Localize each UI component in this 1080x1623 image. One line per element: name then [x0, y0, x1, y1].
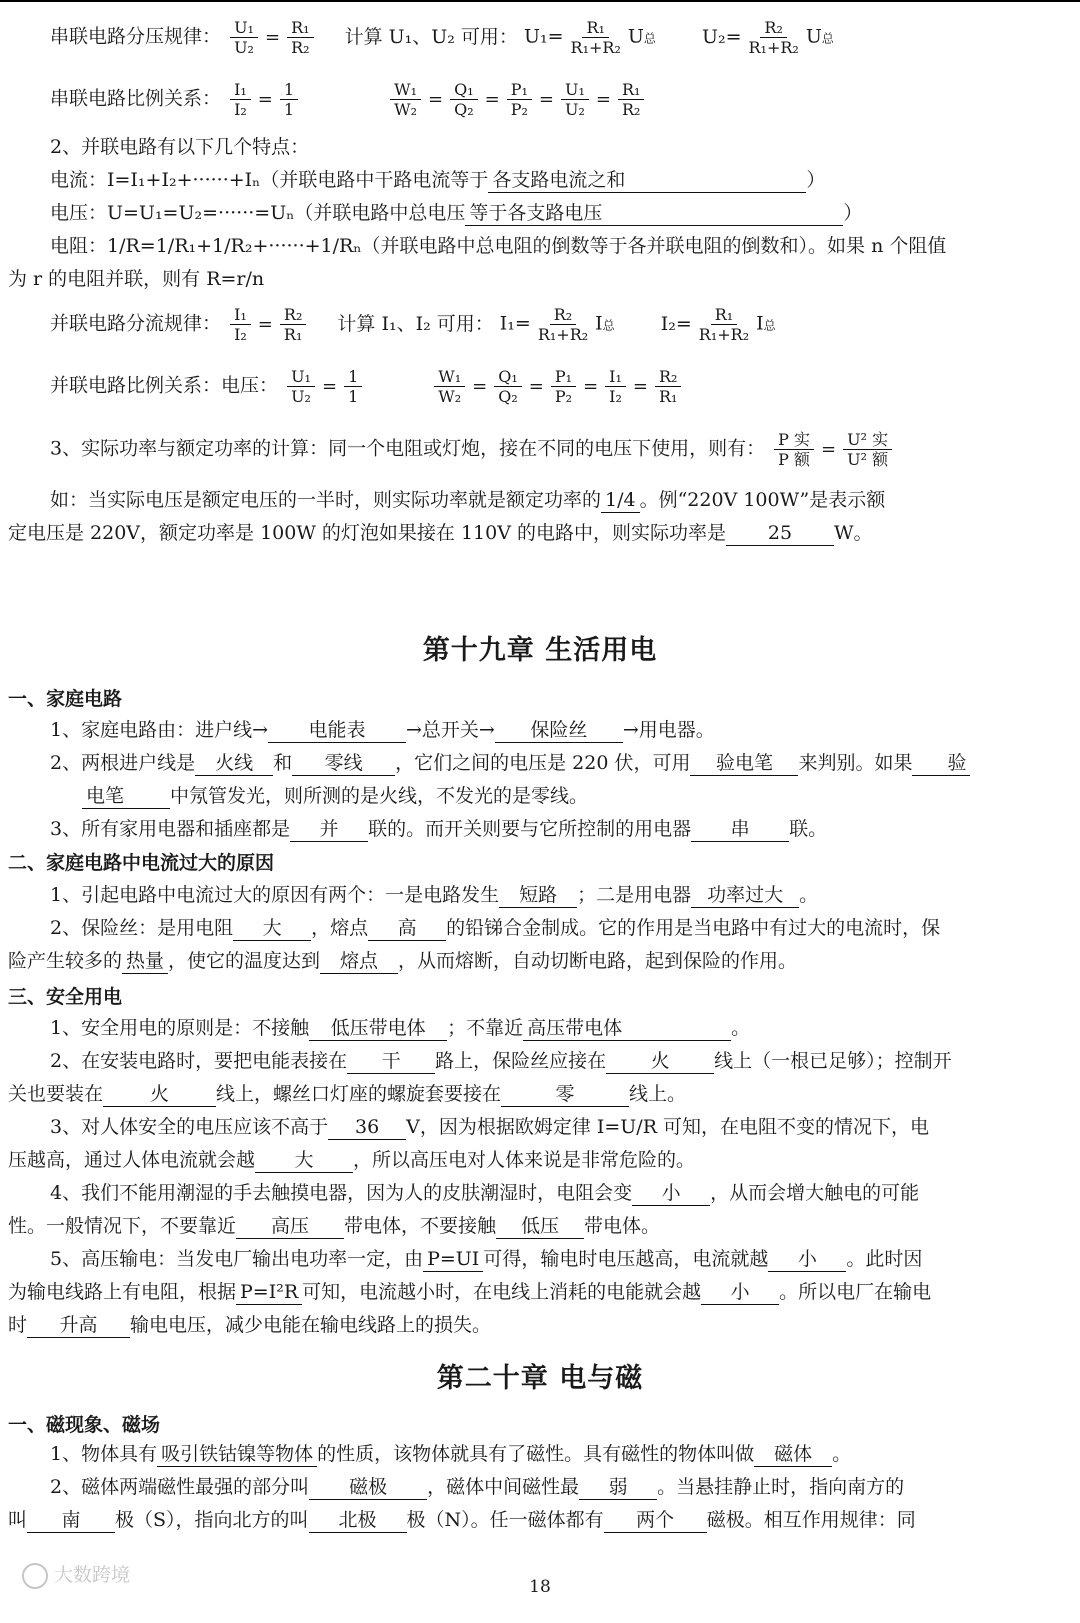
- paragraph-cont: 性。一般情况下，不要靠近 高压 带电体，不要接触 低压 带电体。: [8, 1215, 661, 1237]
- series-divider-line: 串联电路分压规律： $\frac{\text{U₁}}{\text{U₂}}$ = $\frac{\text{R₁}}{\text{R₂}}$ 计算 U₁、U₂ 可用： U₁= $\frac{\text{R₁}}{\text{R₁+R₂}}$ U总 U₂= $\frac{\text{R₂}}{\text{R₁+R₂}}$ U总: [50, 18, 834, 57]
- formula: U₂=: [701, 25, 742, 48]
- paragraph-cont: 为输电线路上有电阻，根据 P=I²R 可知，电流越小时，在电线上消耗的电能就会越 小 。所以电厂在输电: [8, 1281, 932, 1303]
- answer-blank: 等于各支路电压: [465, 201, 843, 226]
- chapter-title: 第二十章 电与磁: [436, 1363, 644, 1394]
- parallel-ratio-line: 并联电路比例关系：电压： $\frac{\text{U₁}}{\text{U₂}}$ = $\frac{1}{1}$ $\frac{\text{W₁}}{\text{W₂}}$ = $\frac{\text{Q₁}}{\text{Q₂}}$ = $\frac{\text{P₁}}{\text{P₂}}$ = $\frac{\text{I₁}}{\text{I₂}}$ = $\frac{\text{R₂}}{\text{R₁}}$: [50, 367, 1060, 406]
- parallel-heading: 2、并联电路有以下几个特点：: [50, 136, 310, 158]
- paragraph: 4、我们不能用潮湿的手去触摸电器，因为人的皮肤潮湿时，电阻会变 小 ，从而会增大触电的可能: [50, 1182, 920, 1204]
- paragraph: 3、所有家用电器和插座都是 并 联的。而开关则要与它所控制的用电器 串 联。: [50, 818, 828, 840]
- top-rule: [0, 0, 1080, 2]
- chapter-title: 第十九章 生活用电: [422, 635, 658, 666]
- parallel-resistance-line: 电阻：1/R=1/R₁+1/R₂+······+1/Rₙ（并联电路中总电阻的倒数等于各并联电阻的倒数和）。如果 n 个阻值: [50, 235, 947, 257]
- fraction: $\frac{\text{R₁}}{\text{R₂}}$: [287, 18, 313, 57]
- fraction: $\frac{\text{R₂}}{\text{R₁+R₂}}$: [748, 18, 799, 57]
- series-ratio-line: 串联电路比例关系： $\frac{\text{I₁}}{\text{I₂}}$ = $\frac{1}{1}$ $\frac{\text{W₁}}{\text{W₂}}$ = $\frac{\text{Q₁}}{\text{Q₂}}$ = $\frac{\text{P₁}}{\text{P₂}}$ = $\frac{\text{U₁}}{\text{U₂}}$ = $\frac{\text{R₁}}{\text{R₂}}$: [50, 80, 1060, 119]
- page-number: 18: [529, 1577, 551, 1597]
- parallel-resistance-line-cont: 为 r 的电阻并联，则有 R=r/n: [8, 268, 265, 290]
- paragraph: 3、对人体安全的电压应该不高于 36 V，因为根据欧姆定律 I=U/R 可知，在电阻不变的情况下，电: [50, 1116, 930, 1138]
- section-heading: 二、家庭电路中电流过大的原因: [8, 852, 275, 874]
- fraction: $\frac{\text{U₁}}{\text{U₂}}$: [230, 18, 258, 57]
- formula: U₁=: [523, 25, 564, 48]
- paragraph: 2、在安装电路时，要把电能表接在 干 路上，保险丝应接在 火 线上（一根已足够）；控制开: [50, 1050, 952, 1072]
- example-line-cont: 定电压是 220V，额定功率是 100W 的灯泡如果接在 110V 的电路中，则实际功率是 25 W。: [8, 522, 873, 544]
- paragraph: 1、引起电路中电流过大的原因有两个：一是电路发生 短路 ；二是用电器 功率过大 。: [50, 884, 819, 906]
- fraction: $\frac{\text{R₁}}{\text{R₁+R₂}}$: [570, 18, 621, 57]
- answer-blank: 25: [726, 521, 834, 546]
- paragraph: 1、安全用电的原则是：不接触 低压带电体 ；不靠近 高压带电体 。: [50, 1017, 751, 1039]
- section-heading: 一、家庭电路: [8, 688, 123, 710]
- label: 串联电路分压规律：: [50, 25, 222, 48]
- watermark-logo: 大数跨境: [22, 1560, 130, 1589]
- paragraph-cont: 时 升高 输电电压，减少电能在输电线路上的损失。: [8, 1314, 492, 1336]
- paragraph-cont: 险产生较多的 热量 ，使它的温度达到 熔点 ，从而熔断，自动切断电路，起到保险的作用。: [8, 950, 798, 972]
- paragraph: 1、家庭电路由：进户线→ 电能表 →总开关→ 保险丝 →用电器。: [50, 719, 715, 741]
- paragraph-cont: 电笔 中氖管发光，则所测的是火线，不发光的是零线。: [82, 779, 1060, 813]
- paragraph: 2、两根进户线是 火线 和 零线 ，它们之间的电压是 220 伏，可用 验电笔 来判别。如果 验: [50, 746, 1060, 780]
- paragraph: 1、物体具有 吸引铁钴镍等物体 的性质，该物体就具有了磁性。具有磁性的物体叫做 磁体 。: [50, 1443, 852, 1465]
- paragraph: 5、高压输电：当发电厂输出电功率一定，由 P=UI 可得，输电时电压越高，电流就越 小 。此时因: [50, 1248, 923, 1270]
- section-heading: 三、安全用电: [8, 986, 123, 1008]
- actual-power-line: 3、实际功率与额定功率的计算：同一个电阻或灯炮，接在不同的电压下使用，则有： $\frac{\text{P 实}}{\text{P 额}}$ = $\frac{\text{U² 实}}{\text{U² 额}}$: [50, 430, 1060, 469]
- label: 计算 U₁、U₂ 可用：: [344, 25, 518, 48]
- example-line: 如：当实际电压是额定电压的一半时，则实际功率就是额定功率的 1/4 。例“220V 100W”是表示额: [50, 489, 886, 511]
- paragraph: 2、磁体两端磁性最强的部分叫 磁极 ，磁体中间磁性最 弱 。当悬挂静止时，指向南方的: [50, 1476, 905, 1498]
- parallel-divider-line: 并联电路分流规律： $\frac{\text{I₁}}{\text{I₂}}$ = $\frac{\text{R₂}}{\text{R₁}}$ 计算 I₁、I₂ 可用： I₁= $\frac{\text{R₂}}{\text{R₁+R₂}}$ I总 I₂= $\frac{\text{R₁}}{\text{R₁+R₂}}$ I总: [50, 305, 776, 344]
- paragraph-cont: 关也要装在 火 线上，螺丝口灯座的螺旋套要接在 零 线上。: [8, 1083, 687, 1105]
- paragraph-cont: 压越高，通过人体电流就会越 大 ，所以高压电对人体来说是非常危险的。: [8, 1149, 696, 1171]
- paragraph: 2、保险丝：是用电阻 大 ，熔点 高 的铅锑合金制成。它的作用是当电路中有过大的电流时，保: [50, 917, 941, 939]
- parallel-voltage-line: 电压：U=U₁=U₂=······=Uₙ（并联电路中总电压 等于各支路电压 ）: [50, 202, 863, 224]
- label: 串联电路比例关系：: [50, 87, 222, 110]
- answer-blank: 各支路电流之和: [488, 168, 806, 193]
- answer-blank: 1/4: [601, 488, 640, 513]
- parallel-current-line: 电流：I=I₁+I₂+······+Iₙ（并联电路中干路电流等于 各支路电流之和 ）: [50, 169, 826, 191]
- paragraph-cont: 叫 南 极（S），指向北方的叫 北极 极（N）。任一磁体都有 两个 磁极。相互作用规律：同: [8, 1509, 916, 1531]
- section-heading: 一、磁现象、磁场: [8, 1414, 161, 1436]
